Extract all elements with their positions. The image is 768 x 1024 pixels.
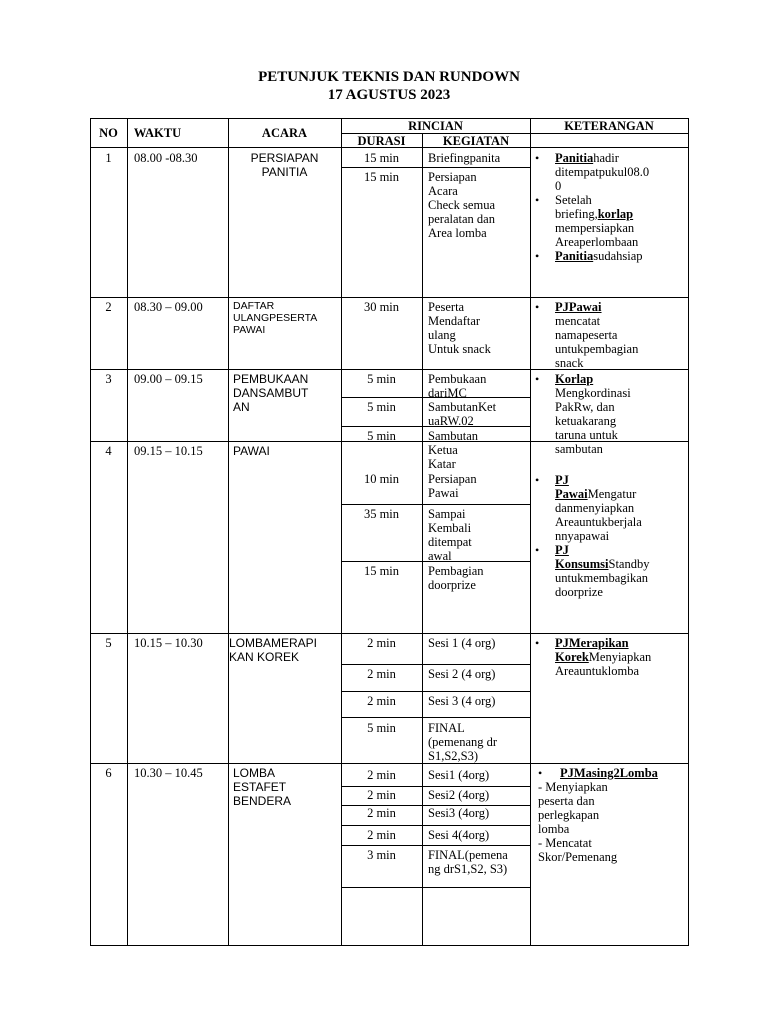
bullet-icon: • xyxy=(538,766,543,780)
document-title: PETUNJUK TEKNIS DAN RUNDOWN xyxy=(258,69,520,85)
note-person: Konsumsi xyxy=(555,557,609,571)
note-text: taruna untuk xyxy=(555,428,618,442)
note-line xyxy=(555,207,633,221)
event-name: BENDERA xyxy=(233,794,292,808)
duration: 2 min xyxy=(367,828,396,842)
activity: Sesi 3 (4 org) xyxy=(428,694,496,708)
activity: Sampai xyxy=(428,507,466,521)
sub-row-rule xyxy=(341,691,530,692)
note-person: Panitia xyxy=(555,249,594,263)
activity: Kembali xyxy=(428,521,472,535)
duration: 30 min xyxy=(363,300,400,314)
note-line xyxy=(555,193,592,207)
sub-row-rule xyxy=(341,167,530,168)
row-time: 10.30 – 10.45 xyxy=(134,766,203,780)
activity: ulang xyxy=(428,328,456,342)
activity: Check semua xyxy=(428,198,495,212)
note-text: sudahsiap xyxy=(593,249,643,263)
header-rincian: RINCIAN xyxy=(408,119,463,133)
column-rule xyxy=(228,118,229,945)
activity: doorprize xyxy=(428,578,476,592)
header-no: NO xyxy=(99,126,118,140)
row-number: 6 xyxy=(105,766,112,780)
note-text: ditempatpukul08.0 xyxy=(555,165,650,179)
note-line xyxy=(560,766,658,780)
event-name: LOMBA xyxy=(233,766,276,780)
duration: 15 min xyxy=(363,564,400,578)
row-rule xyxy=(90,297,689,298)
event-name: PAWAI xyxy=(233,324,266,336)
row-time: 09.15 – 10.15 xyxy=(134,444,203,458)
activity: S1,S2,S3) xyxy=(428,749,479,763)
activity: peralatan dan xyxy=(428,212,495,226)
bullet-icon: • xyxy=(535,372,540,386)
sub-row-rule xyxy=(341,887,530,888)
row-number: 1 xyxy=(105,151,112,165)
bullet-icon: • xyxy=(535,151,540,165)
bullet-icon: • xyxy=(535,249,540,263)
row-time: 08.00 -08.30 xyxy=(134,151,198,165)
duration: 2 min xyxy=(367,768,396,782)
note-text: danmenyiapkan xyxy=(555,501,635,515)
activity: dariMC xyxy=(428,386,467,400)
note-text: Areaperlombaan xyxy=(555,235,639,249)
duration: 2 min xyxy=(367,806,396,820)
column-rule xyxy=(127,118,128,945)
note-text: Menyiapkan xyxy=(588,650,652,664)
row-time: 10.15 – 10.30 xyxy=(134,636,203,650)
row-rule xyxy=(90,945,689,946)
event-name: KAN KOREK xyxy=(229,650,300,664)
note-text: briefing, xyxy=(555,207,598,221)
row-rule xyxy=(90,633,689,634)
header-waktu: WAKTU xyxy=(133,126,182,140)
header-keterangan: KETERANGAN xyxy=(564,119,654,133)
event-name: PANITIA xyxy=(261,165,308,179)
note-person: PJ xyxy=(555,473,569,487)
activity: Pawai xyxy=(428,486,459,500)
duration: 3 min xyxy=(367,848,396,862)
note-line xyxy=(555,372,593,386)
note-text: Areauntuklomba xyxy=(555,664,640,678)
note-text: perlegkapan xyxy=(538,808,600,822)
duration: 2 min xyxy=(367,636,396,650)
note-line xyxy=(555,557,649,571)
note-line xyxy=(555,650,651,664)
activity: ng drS1,S2, S3) xyxy=(428,862,508,876)
activity: Pembagian xyxy=(428,564,484,578)
note-person: PJPawai xyxy=(555,300,602,314)
note-text: mempersiapkan xyxy=(555,221,635,235)
note-text: sambutan xyxy=(555,442,603,456)
activity: Area lomba xyxy=(428,226,487,240)
note-text: lomba xyxy=(538,822,570,836)
activity: Sesi1 (4org) xyxy=(428,768,490,782)
header-durasi: DURASI xyxy=(357,134,406,148)
column-rule xyxy=(688,118,689,945)
note-line xyxy=(555,151,619,165)
note-person: Korlap xyxy=(555,372,594,386)
row-time: 08.30 – 09.00 xyxy=(134,300,203,314)
event-name: DANSAMBUT xyxy=(233,386,309,400)
note-person: Panitia xyxy=(555,151,594,165)
duration: 2 min xyxy=(367,788,396,802)
note-text: Setelah xyxy=(555,193,592,207)
bullet-icon: • xyxy=(535,193,540,207)
activity: Untuk snack xyxy=(428,342,491,356)
note-text: untukpembagian xyxy=(555,342,639,356)
note-text: - Menyiapkan xyxy=(538,780,608,794)
note-text: namapeserta xyxy=(555,328,618,342)
row-number: 3 xyxy=(105,372,112,386)
duration: 2 min xyxy=(367,694,396,708)
event-name: PEMBUKAAN xyxy=(233,372,309,386)
bullet-icon: • xyxy=(535,300,540,314)
row-rule xyxy=(90,369,689,370)
note-text: hadir xyxy=(593,151,619,165)
note-text: nnyapawai xyxy=(555,529,610,543)
activity: Peserta xyxy=(428,300,465,314)
note-person: korlap xyxy=(597,207,634,221)
note-line xyxy=(555,487,636,501)
event-name: LOMBAMERAPI xyxy=(229,636,318,650)
note-text: untukmembagikan xyxy=(555,571,649,585)
note-line xyxy=(555,543,569,557)
activity: Sesi 2 (4 org) xyxy=(428,667,496,681)
note-text: Standby xyxy=(608,557,650,571)
note-person: Korek xyxy=(555,650,589,664)
activity: FINAL xyxy=(428,721,465,735)
bullet-icon: • xyxy=(535,636,540,650)
activity: Katar xyxy=(428,457,456,471)
note-text: ketuakarang xyxy=(555,414,617,428)
activity: ditempat xyxy=(428,535,472,549)
note-line xyxy=(555,636,629,650)
duration: 5 min xyxy=(367,372,396,386)
activity: Pembukaan xyxy=(428,372,487,386)
document-subtitle: 17 AGUSTUS 2023 xyxy=(327,87,451,103)
column-rule xyxy=(530,118,531,945)
note-person: PJ xyxy=(555,543,569,557)
activity: Sesi 4(4org) xyxy=(428,828,490,842)
note-text: Mengkordinasi xyxy=(555,386,631,400)
note-text: 0 xyxy=(555,179,562,193)
note-text: doorprize xyxy=(555,585,603,599)
note-line xyxy=(555,300,602,314)
activity: Sesi 1 (4 org) xyxy=(428,636,496,650)
activity: FINAL(pemena xyxy=(428,848,508,862)
bullet-icon: • xyxy=(535,543,540,557)
note-text: mencatat xyxy=(555,314,601,328)
note-text: Mengatur xyxy=(587,487,637,501)
activity: Persiapan xyxy=(428,170,477,184)
sub-row-rule xyxy=(341,504,530,505)
event-name: PAWAI xyxy=(233,444,270,458)
note-text: PakRw, dan xyxy=(555,400,615,414)
note-line xyxy=(555,473,569,487)
sub-row-rule xyxy=(341,664,530,665)
note-text: Areauntukberjala xyxy=(555,515,642,529)
bullet-icon: • xyxy=(535,473,540,487)
activity: Briefingpanita xyxy=(428,151,501,165)
note-text: peserta dan xyxy=(538,794,595,808)
note-line xyxy=(555,249,643,263)
row-number: 2 xyxy=(105,300,112,314)
activity: Sambutan xyxy=(428,429,478,443)
header-acara: ACARA xyxy=(261,126,308,140)
note-text: Skor/Pemenang xyxy=(538,850,618,864)
sub-row-rule xyxy=(341,825,530,826)
sub-row-rule xyxy=(341,845,530,846)
activity: uaRW.02 xyxy=(428,414,474,428)
activity: Ketua xyxy=(428,443,458,457)
duration: 5 min xyxy=(367,721,396,735)
event-name: ULANGPESERTA xyxy=(233,312,318,324)
duration: 5 min xyxy=(367,429,396,443)
column-rule xyxy=(90,118,91,945)
column-rule xyxy=(341,118,342,945)
event-name: PERSIAPAN xyxy=(250,151,319,165)
duration: 10 min xyxy=(363,472,400,486)
duration: 2 min xyxy=(367,667,396,681)
note-person: Pawai xyxy=(555,487,588,501)
activity: SambutanKet xyxy=(428,400,497,414)
event-name: DAFTAR xyxy=(233,300,275,312)
activity: Persiapan xyxy=(428,472,477,486)
duration: 15 min xyxy=(363,170,400,184)
activity: (pemenang dr xyxy=(428,735,498,749)
duration: 15 min xyxy=(363,151,400,165)
event-name: ESTAFET xyxy=(233,780,287,794)
activity: awal xyxy=(428,549,452,563)
row-time: 09.00 – 09.15 xyxy=(134,372,203,386)
row-number: 4 xyxy=(105,444,112,458)
column-rule xyxy=(422,133,423,945)
activity: Acara xyxy=(428,184,458,198)
activity: Mendaftar xyxy=(428,314,481,328)
event-name: AN xyxy=(233,400,250,414)
sub-row-rule xyxy=(341,786,530,787)
row-number: 5 xyxy=(105,636,112,650)
header-kegiatan: KEGIATAN xyxy=(442,134,510,148)
duration: 5 min xyxy=(367,400,396,414)
row-rule xyxy=(90,763,689,764)
sub-row-rule xyxy=(341,717,530,718)
activity: Sesi2 (4org) xyxy=(428,788,490,802)
activity: Sesi3 (4org) xyxy=(428,806,490,820)
keterangan-divider xyxy=(530,133,688,134)
note-text: snack xyxy=(555,356,584,370)
note-person: PJMasing2Lomba xyxy=(560,766,658,780)
note-text: - Mencatat xyxy=(538,836,592,850)
duration: 35 min xyxy=(363,507,400,521)
note-person: PJMerapikan xyxy=(555,636,629,650)
